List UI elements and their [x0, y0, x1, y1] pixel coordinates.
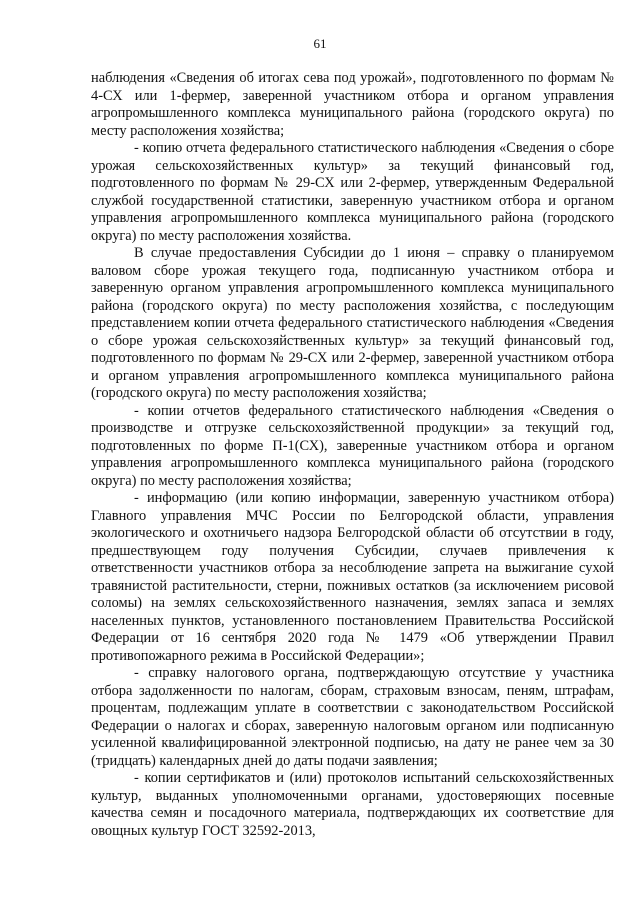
paragraph-seed-certificates: - копии сертификатов и (или) протоколов испытаний сельскохозяйственных культур, выданных уполномоченными органами, удостоверяющих посевные качества семян и посадочного материала, подтверждающих их соответствие для овощных культур ГОСТ 32592-2013, — [91, 770, 614, 839]
paragraph-continuation: наблюдения «Сведения об итогах сева под урожай», подготовленного по формам № 4-СХ или 1-фермер, заверенной участником отбора и органом управления агропромышленного комплекса муниципального района (городского округа) по месту расположения хозяйства; — [91, 70, 614, 139]
paragraph-fire-safety-info: - информацию (или копию информации, заверенную участником отбора) Главного управления МЧС России по Белгородской области, управления экологического и охотничьего надзора Белгородской области об отсутствии в году, предшествующем году получения Субсидии, случаев привлечения к ответственности участников отбора за несоблюдение запрета на выжигание сухой травянистой растительности, стерни, пожнивых остатков (за исключением рисовой соломы) на землях сельскохозяйственного назначения, землях запаса и землях населенных пунктов, установленного постановлением Правительства Российской Федерации от 16 сентября 2020 года № 1479 «Об утверждении Правил противопожарного режима в Российской Федерации»; — [91, 490, 614, 664]
document-body — [91, 70, 614, 840]
paragraph-harvest-report: - копию отчета федерального статистического наблюдения «Сведения о сборе урожая сельскохозяйственных культур» за текущий финансовый год, подготовленного по формам № 29-СХ или 2-фермер, утвержденным Федеральной службой государственной статистики, заверенную участником отбора и органом управления агропромышленного комплекса муниципального района (городского округа) по месту расположения хозяйства. — [91, 140, 614, 244]
paragraph-production-reports: - копии отчетов федерального статистического наблюдения «Сведения о производстве и отгрузке сельскохозяйственной продукции» за текущий год, подготовленных по форме П-1(СХ), заверенные участником отбора и органом управления агропромышленного комплекса муниципального района (городского округа) по месту расположения хозяйства; — [91, 402, 614, 489]
paragraph-tax-certificate: - справку налогового органа, подтверждающую отсутствие у участника отбора задолженности по налогам, сборам, страховым взносам, пеням, штрафам, процентам, подлежащим уплате в соответствии с законодательством Российской Федерации о налогах и сборах, заверенную налоговым органом или подписанную усиленной квалифицированной электронной подписью, на дату не ранее чем за 30 (тридцать) календарных дней до даты подачи заявления; — [91, 665, 614, 769]
page-number: 61 — [313, 36, 327, 51]
paragraph-before-june: В случае предоставления Субсидии до 1 июня – справку о планируемом валовом сборе урожая текущего года, подписанную участником отбора и заверенную органом управления агропромышленного комплекса муниципального района (городского округа) по месту расположения хозяйства, с последующим представлением копии отчета федерального статистического наблюдения «Сведения о сборе урожая сельскохозяйственных культур» за текущий финансовый год, подготовленного по формам № 29-СХ или 2-фермер, заверенной участником отбора и органом управления агропромышленного комплекса муниципального района (городского округа) по месту расположения хозяйства; — [91, 245, 614, 401]
